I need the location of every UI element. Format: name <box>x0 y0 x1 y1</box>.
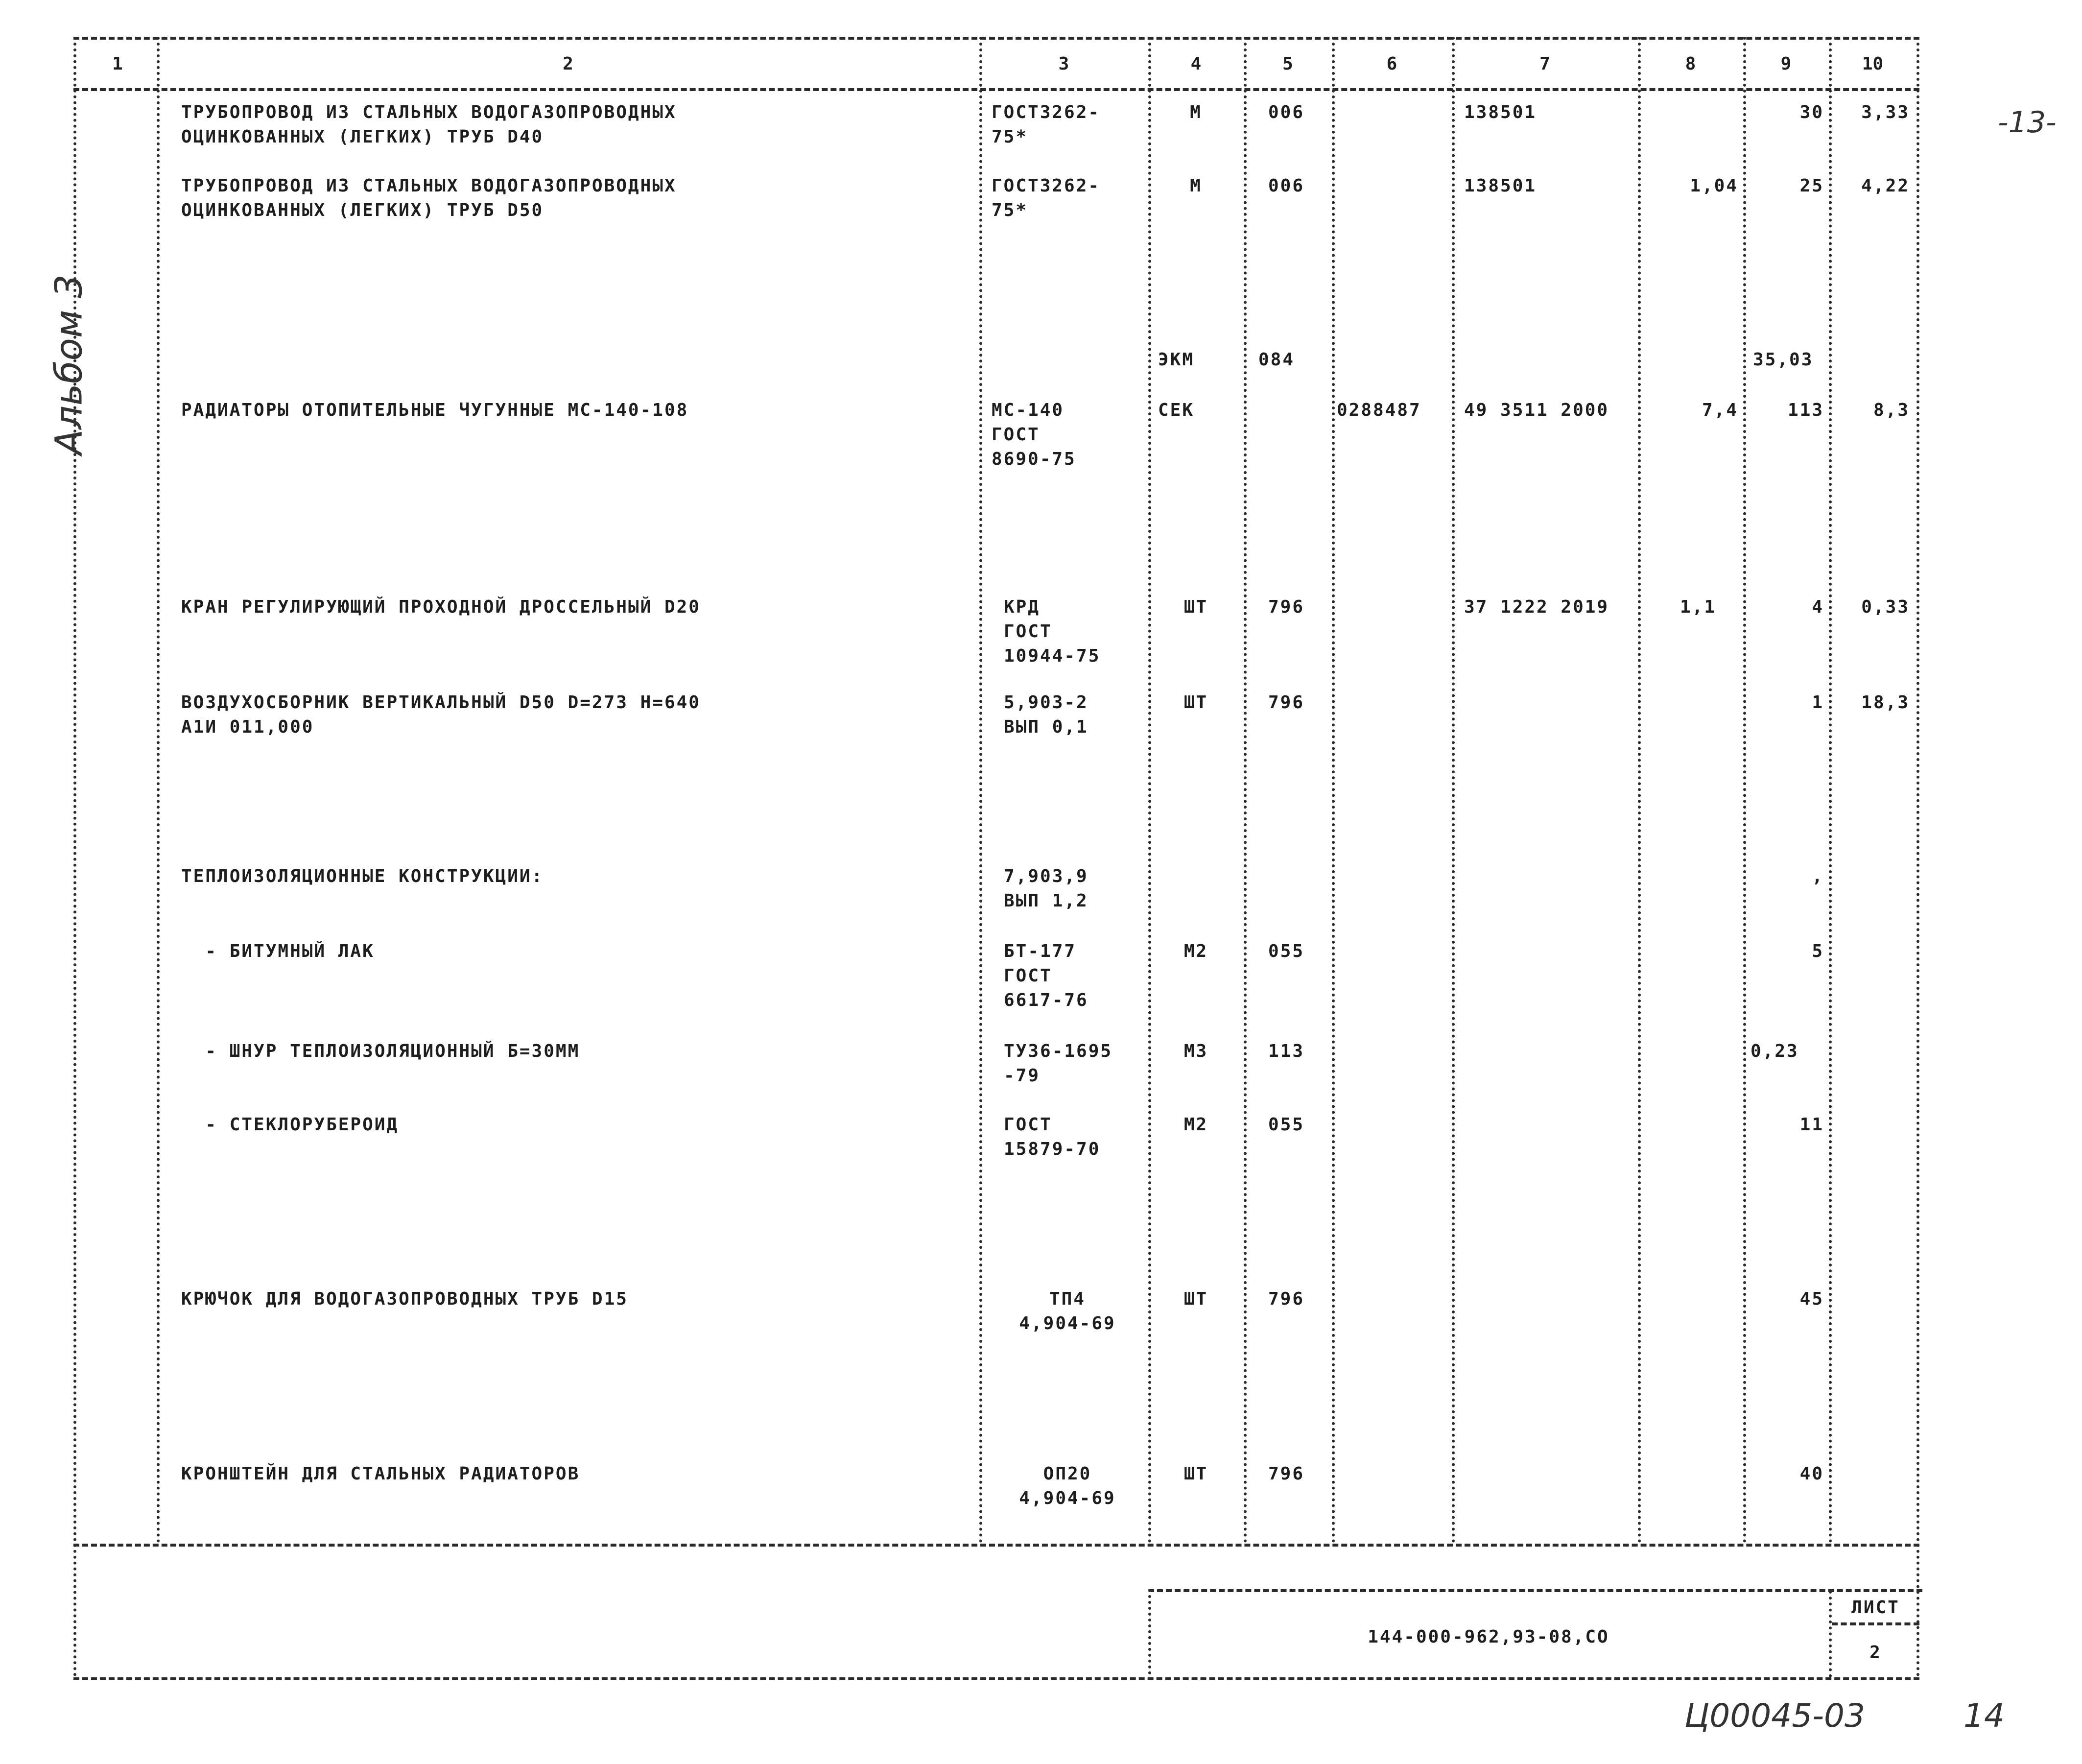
row-2-okp: 138501 <box>1464 176 1537 196</box>
col-divider-4 <box>1244 37 1247 1544</box>
row-10-standard: ГОСТ 15879-70 <box>1004 1115 1101 1159</box>
row-12-standard: ОП20 4,904-69 <box>1019 1464 1116 1508</box>
row-6-unit: ШТ <box>1183 692 1208 713</box>
row-5-unit: ШТ <box>1183 597 1208 617</box>
row-3-unit-code: 084 <box>1258 350 1295 370</box>
row-4-standard: МС-140 ГОСТ 8690-75 <box>992 400 1076 469</box>
row-9-name: - ШНУР ТЕПЛОИЗОЛЯЦИОННЫЙ Б=30ММ <box>181 1041 580 1061</box>
row-11-name: КРЮЧОК ДЛЯ ВОДОГАЗОПРОВОДНЫХ ТРУБ D15 <box>181 1289 628 1309</box>
row-8-standard: БТ-177 ГОСТ 6617-76 <box>1004 941 1088 1010</box>
row-1-qty: 30 <box>1799 102 1824 122</box>
row-2-qty: 25 <box>1799 176 1824 196</box>
album-label: Альбом 3 <box>47 274 91 455</box>
row-5-standard: КРД ГОСТ 10944-75 <box>1004 597 1101 666</box>
row-4-okp: 49 3511 2000 <box>1464 400 1609 420</box>
row-2-name: ТРУБОПРОВОД ИЗ СТАЛЬНЫХ ВОДОГАЗОПРОВОДНЫХ ОЦИНКОВАННЫХ (ЛЕГКИХ) ТРУБ D50 <box>181 176 677 220</box>
row-12-qty: 40 <box>1799 1464 1824 1484</box>
row-11-qty: 45 <box>1799 1289 1824 1309</box>
archive-code: Ц00045-03 <box>1684 1697 1865 1735</box>
row-8-unit-code: 055 <box>1268 941 1305 961</box>
header-col-9: 9 <box>1780 54 1792 74</box>
row-2-standard: ГОСТ3262- 75* <box>992 176 1101 220</box>
row-10-qty: 11 <box>1799 1115 1824 1135</box>
row-12-unit-code: 796 <box>1268 1464 1305 1484</box>
header-col-2: 2 <box>563 54 573 74</box>
header-col-7: 7 <box>1539 54 1550 74</box>
row-9-qty: 0,23 <box>1751 1041 1799 1061</box>
row-5-qty: 4 <box>1812 597 1824 617</box>
row-10-unit: М2 <box>1183 1115 1208 1135</box>
row-4-mass: 7,4 <box>1702 400 1738 420</box>
row-2-unit: М <box>1190 176 1202 196</box>
row-12-name: КРОНШТЕЙН ДЛЯ СТАЛЬНЫХ РАДИАТОРОВ <box>181 1464 580 1484</box>
row-8-name: - БИТУМНЫЙ ЛАК <box>181 941 375 961</box>
col-divider-5 <box>1332 37 1335 1544</box>
row-4-unit: СЕК <box>1158 400 1195 420</box>
row-2-mass: 1,04 <box>1690 176 1738 196</box>
row-5-name: КРАН РЕГУЛИРУЮЩИЙ ПРОХОДНОЙ ДРОССЕЛЬНЫЙ D20 <box>181 597 701 617</box>
row-6-standard: 5,903-2 ВЫП 0,1 <box>1004 692 1088 737</box>
row-4-qty: 113 <box>1787 400 1824 420</box>
row-1-unit: М <box>1190 102 1202 122</box>
row-2-unit-code: 006 <box>1268 176 1305 196</box>
document-code: 144-000-962,93-08,СО <box>1368 1627 1609 1647</box>
row-6-total: 18,3 <box>1861 692 1910 713</box>
row-6-qty: 1 <box>1812 692 1824 713</box>
row-4-name: РАДИАТОРЫ ОТОПИТЕЛЬНЫЕ ЧУГУННЫЕ МС-140-108 <box>181 400 689 420</box>
col-divider-6 <box>1452 37 1455 1544</box>
body-bottom-border <box>73 1544 1919 1547</box>
row-1-okp: 138501 <box>1464 102 1537 122</box>
col-divider-8 <box>1743 37 1746 1544</box>
row-4-code: 0288487 <box>1337 400 1421 420</box>
sheet-divider <box>1832 1622 1919 1625</box>
sheet-label: ЛИСТ <box>1851 1597 1900 1618</box>
row-9-unit: М3 <box>1183 1041 1208 1061</box>
row-5-okp: 37 1222 2019 <box>1464 597 1609 617</box>
row-3-qty: 35,03 <box>1753 350 1814 370</box>
row-3-unit: ЭКМ <box>1158 350 1195 370</box>
header-col-8: 8 <box>1685 54 1696 74</box>
page-mark: -13- <box>1998 105 2057 140</box>
row-1-standard: ГОСТ3262- 75* <box>992 102 1101 147</box>
header-col-3: 3 <box>1058 54 1069 74</box>
row-6-name: ВОЗДУХОСБОРНИК ВЕРТИКАЛЬНЫЙ D50 D=273 H=640 А1И 011,000 <box>181 692 701 737</box>
row-5-total: 0,33 <box>1861 597 1910 617</box>
table-top-border <box>73 37 1919 40</box>
table-right-border <box>1916 37 1919 1677</box>
row-4-total: 8,3 <box>1873 400 1910 420</box>
row-5-mass: 1,1 <box>1680 597 1716 617</box>
row-7-qty: , <box>1812 866 1824 886</box>
col-divider-2 <box>979 37 982 1544</box>
row-11-standard: ТП4 4,904-69 <box>1019 1289 1116 1334</box>
row-1-total: 3,33 <box>1861 102 1910 122</box>
row-5-unit-code: 796 <box>1268 597 1305 617</box>
header-col-1: 1 <box>112 54 123 74</box>
row-10-name: - СТЕКЛОРУБЕРОИД <box>181 1115 399 1135</box>
row-9-unit-code: 113 <box>1268 1041 1305 1061</box>
col-divider-7 <box>1638 37 1641 1544</box>
row-1-name: ТРУБОПРОВОД ИЗ СТАЛЬНЫХ ВОДОГАЗОПРОВОДНЫХ ОЦИНКОВАННЫХ (ЛЕГКИХ) ТРУБ D40 <box>181 102 677 147</box>
row-8-unit: М2 <box>1183 941 1208 961</box>
col-divider-1 <box>157 37 160 1544</box>
row-12-unit: ШТ <box>1183 1464 1208 1484</box>
sheet-number: 2 <box>1869 1643 1882 1663</box>
row-2-total: 4,22 <box>1861 176 1910 196</box>
row-6-unit-code: 796 <box>1268 692 1305 713</box>
col-divider-3 <box>1148 37 1151 1544</box>
row-8-qty: 5 <box>1812 941 1824 961</box>
row-1-unit-code: 006 <box>1268 102 1305 122</box>
row-10-unit-code: 055 <box>1268 1115 1305 1135</box>
header-col-5: 5 <box>1282 54 1293 74</box>
page-number: 14 <box>1964 1697 2005 1735</box>
header-col-4: 4 <box>1190 54 1202 74</box>
row-7-standard: 7,903,9 ВЫП 1,2 <box>1004 866 1088 911</box>
col-divider-9 <box>1829 37 1832 1544</box>
header-col-10: 10 <box>1862 54 1884 74</box>
row-11-unit-code: 796 <box>1268 1289 1305 1309</box>
header-bottom-border <box>73 88 1919 91</box>
row-7-name: ТЕПЛОИЗОЛЯЦИОННЫЕ КОНСТРУКЦИИ: <box>181 866 544 886</box>
header-col-6: 6 <box>1386 54 1397 74</box>
row-9-standard: ТУ36-1695 -79 <box>1004 1041 1113 1086</box>
row-11-unit: ШТ <box>1183 1289 1208 1309</box>
